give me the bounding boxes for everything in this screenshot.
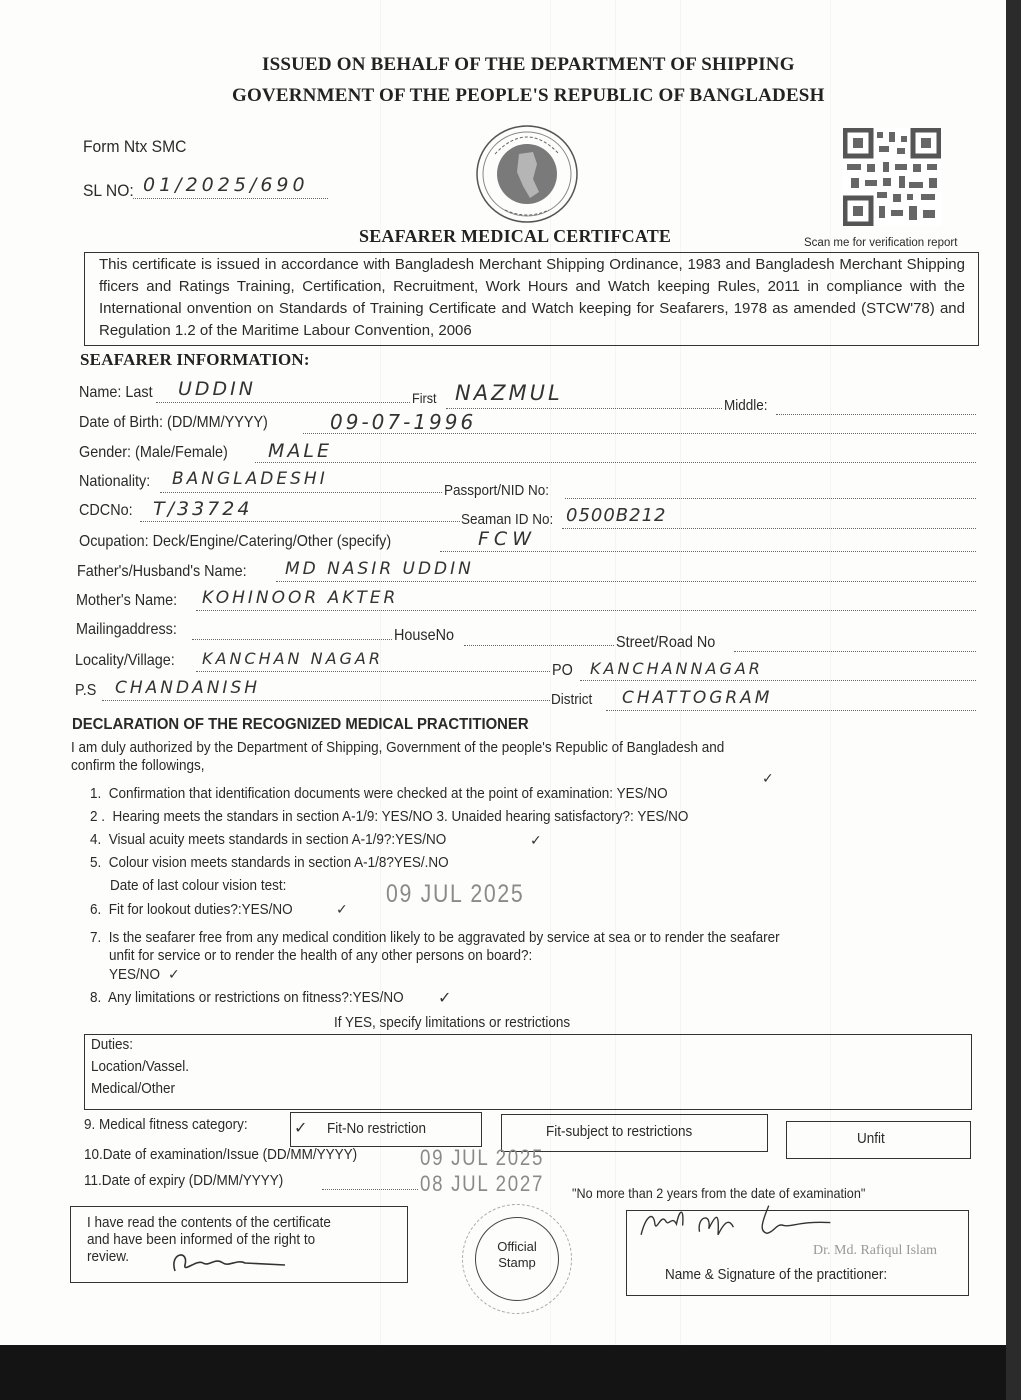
ps-label: P.S [75,682,97,699]
declaration-item-7-answer: YES/NO [109,966,161,983]
stamp-line-1: Official [497,1239,537,1254]
name-first-value: NAZMUL [455,381,563,405]
dotted-line [446,408,722,409]
name-middle-label: Middle: [724,397,768,414]
name-first-label: First [412,390,437,406]
nationality-value: BANGLADESHI [172,469,328,489]
dotted-line [196,610,976,611]
gender-label: Gender: (Male/Female) [79,444,228,461]
cdc-label: CDCNo: [79,502,133,519]
header-line-1: ISSUED ON BEHALF OF THE DEPARTMENT OF SHIPPING [262,54,795,75]
check-mark-icon: ✓ [762,771,774,787]
seaman-id-label: Seaman ID No: [461,511,554,528]
occupation-value: FCW [478,528,536,550]
fitness-option-label: Unfit [857,1130,885,1147]
declaration-item-2: 2 . Hearing meets the standars in section A-1/9: YES/NO 3. Unaided hearing satisfactory?: YES/NO [90,808,689,825]
dob-label: Date of Birth: (DD/MM/YYYY) [79,414,268,431]
government-seal-icon [475,124,579,224]
fitness-option-label: Fit-subject to restrictions [546,1123,693,1140]
name-last-label: Name: Last [79,384,153,401]
medical-other-label: Medical/Other [91,1080,176,1097]
scan-edge-right [1006,0,1021,1400]
cdc-value: T/33724 [153,498,253,520]
ps-value: CHANDANISH [115,678,261,698]
district-value: CHATTOGRAM [622,688,773,708]
sl-label: SL NO: [83,181,134,200]
ack-line-3: review. [87,1248,130,1265]
street-road-label: Street/Road No [616,634,716,651]
dotted-line [196,671,550,672]
limitations-caption: If YES, specify limitations or restrictions [334,1014,571,1031]
practitioner-signature-icon [623,1201,853,1241]
practitioner-name-seal: Dr. Md. Rafiqul Islam [813,1243,938,1258]
intro-box [84,252,979,346]
seafarer-info-heading: SEAFARER INFORMATION: [80,350,310,369]
intro-text: This certificate is issued in accordance with Bangladesh Merchant Shipping Ordinance, 1983 and Bangladesh Merchant Shipping fficers and Ratings Training, Certification, Recruitment, Work Hours and Watch keeping Rules, 2011 in compliance with the International onvention on Standards of Training Certificate and Watch keeping for Seafarers, 1978 as amended (STCW'78) and Regulation 1.2 of the Maritime Labour Convention, 2006 [99,256,965,339]
dotted-line [140,521,460,522]
dotted-line [562,528,976,529]
sl-dotted-line [133,198,328,199]
check-mark-icon: ✓ [530,833,542,849]
declaration-item-4: 4. Visual acuity meets standards in section A-1/9?:YES/NO [90,831,447,848]
dotted-line [276,581,976,582]
expiry-date-label: 11.Date of expiry (DD/MM/YYYY) [84,1172,284,1189]
colour-test-label: Date of last colour vision test: [110,877,287,894]
house-no-label: HouseNo [394,627,455,644]
dotted-line [192,639,392,640]
dotted-line [322,1189,418,1190]
expiry-date-stamp: 08 JUL 2027 [420,1171,545,1196]
declaration-intro-line-2: confirm the followings, [71,757,205,774]
seaman-id-value: 0500B212 [566,505,667,526]
dotted-line [606,710,976,711]
gender-value: MALE [268,440,332,462]
sl-number-value: 01/2025/690 [143,174,309,196]
limitations-box [84,1034,972,1110]
practitioner-signature-box [626,1210,969,1296]
declaration-item-7: 7. Is the seafarer free from any medical condition likely to be aggravated by service at sea or to render the seafarer [90,929,780,946]
dotted-line [160,492,442,493]
fitness-category-label: 9. Medical fitness category: [84,1116,248,1133]
qr-caption: Scan me for verification report [804,237,958,249]
declaration-item-1: 1. Confirmation that identification documents were checked at the point of examination: YES/NO [90,785,668,802]
duties-label: Duties: [91,1036,134,1053]
check-mark-icon: ✓ [438,988,452,1007]
check-mark-icon: ✓ [294,1118,308,1137]
mother-name-label: Mother's Name: [76,592,178,609]
father-name-label: Father's/Husband's Name: [77,563,247,580]
declaration-intro-line-1: I am duly authorized by the Department of Shipping, Government of the people's Republic of Bangladesh and [71,739,725,756]
po-label: PO [552,662,573,679]
nationality-label: Nationality: [79,473,151,490]
stamp-line-2: Stamp [498,1255,536,1270]
dotted-line [776,414,976,415]
exam-date-stamp: 09 JUL 2025 [420,1145,545,1170]
dotted-line [102,700,550,701]
declaration-item-7-line-2: unfit for service or to render the health of any other persons on board?: [109,947,533,964]
declaration-list [90,771,990,1012]
dotted-line [565,498,976,499]
signature-label: Name & Signature of the practitioner: [665,1266,888,1283]
declaration-item-6: 6. Fit for lookout duties?:YES/NO [90,901,293,918]
dob-value: 09-07-1996 [330,410,477,434]
mother-name-value: KOHINOOR AKTER [202,588,399,608]
fitness-option-fit-no-restriction[interactable] [290,1112,482,1147]
form-label: Form Ntx SMC [83,137,187,156]
acknowledgement-box [70,1206,408,1283]
locality-value: KANCHAN NAGAR [202,649,383,668]
father-name-value: MD NASIR UDDIN [285,559,474,579]
dotted-line [255,462,976,463]
official-stamp-icon [475,1217,559,1301]
dotted-line [440,551,976,552]
expiry-note: "No more than 2 years from the date of examination" [572,1185,866,1201]
location-vessel-label: Location/Vassel. [91,1058,190,1075]
dotted-line [580,680,976,681]
certificate-title: SEAFARER MEDICAL CERTIFCATE [359,226,672,246]
declaration-item-8: 8. Any limitations or restrictions on fitness?:YES/NO [90,989,404,1006]
ack-line-2: and have been informed of the right to [87,1231,316,1248]
qr-code-icon [843,128,941,226]
declaration-heading: DECLARATION OF THE RECOGNIZED MEDICAL PRACTITIONER [72,716,529,733]
scan-edge [0,1345,1021,1400]
header-line-2: GOVERNMENT OF THE PEOPLE'S REPUBLIC OF BANGLADESH [232,85,825,106]
occupation-label: Ocupation: Deck/Engine/Catering/Other (specify) [79,533,392,550]
dotted-line [734,651,976,652]
exam-date-label: 10.Date of examination/Issue (DD/MM/YYYY) [84,1146,358,1163]
seafarer-signature-icon [167,1245,287,1277]
ack-line-1: I have read the contents of the certificate [87,1214,331,1231]
check-mark-icon: ✓ [336,902,348,918]
fitness-option-label: Fit-No restriction [327,1120,427,1137]
locality-label: Locality/Village: [75,652,175,669]
dotted-line [156,402,410,403]
dotted-line [464,645,614,646]
mailing-address-label: Mailingaddress: [76,621,177,638]
check-mark-icon: ✓ [168,967,180,983]
declaration-item-5: 5. Colour vision meets standards in section A-1/8?YES/.NO [90,854,449,871]
passport-label: Passport/NID No: [444,482,550,499]
district-label: District [551,691,593,708]
fitness-option-unfit[interactable] [786,1121,971,1159]
po-value: KANCHANNAGAR [590,659,763,678]
colour-test-date-stamp: 09 JUL 2025 [386,880,525,908]
name-last-value: UDDIN [178,378,256,400]
